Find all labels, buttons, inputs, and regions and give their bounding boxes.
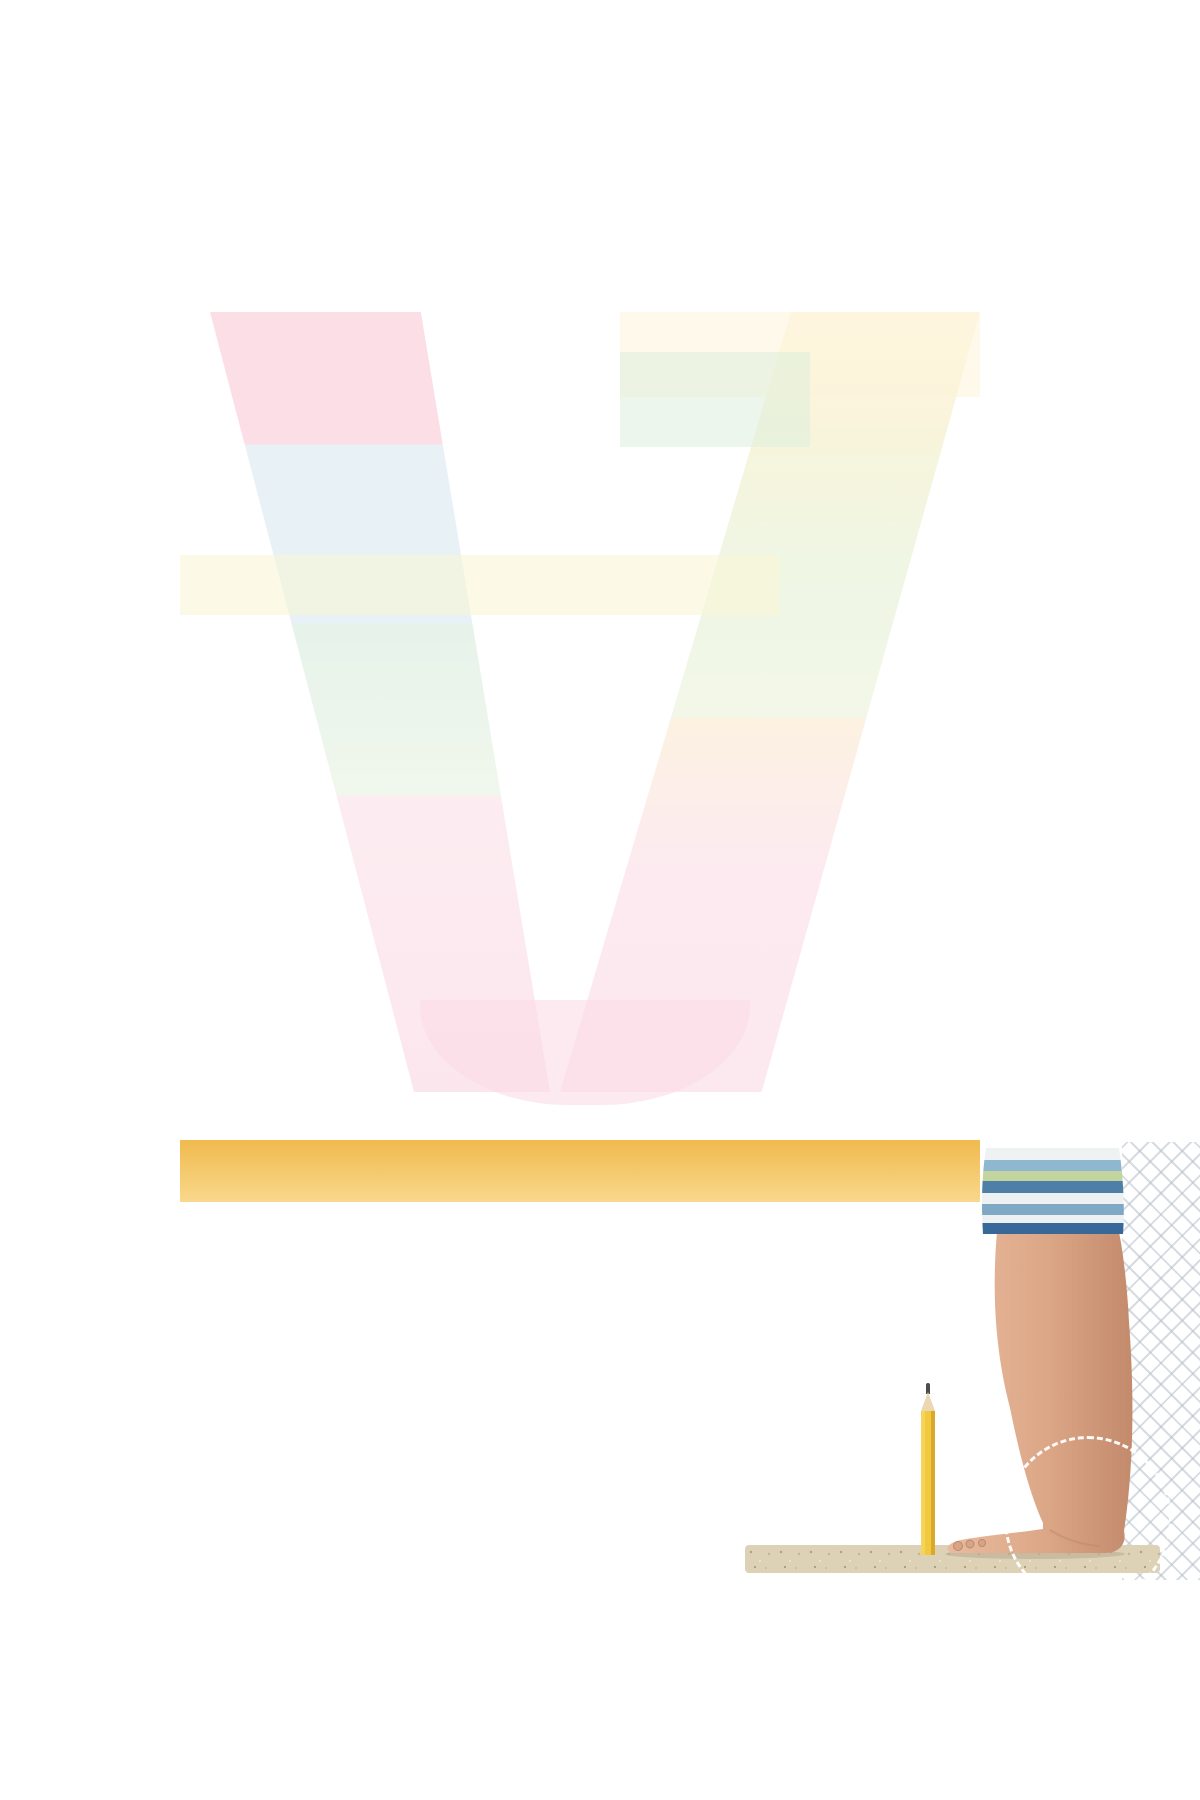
bottom-confetti-decoration [0, 1572, 1200, 1800]
top-confetti-decoration [0, 85, 1200, 285]
striped-shorts [978, 1146, 1130, 1235]
guide-banner [180, 1140, 980, 1202]
watermark-left-stroke [210, 312, 550, 1092]
ankle-angle-dashed-circle [1004, 1436, 1172, 1604]
watermark-green-patch [620, 352, 810, 447]
pencil-illustration [921, 1383, 935, 1555]
pencil-wood [921, 1392, 935, 1411]
watermark-yellow-stripe [180, 555, 780, 615]
pencil-shaft [921, 1411, 935, 1555]
